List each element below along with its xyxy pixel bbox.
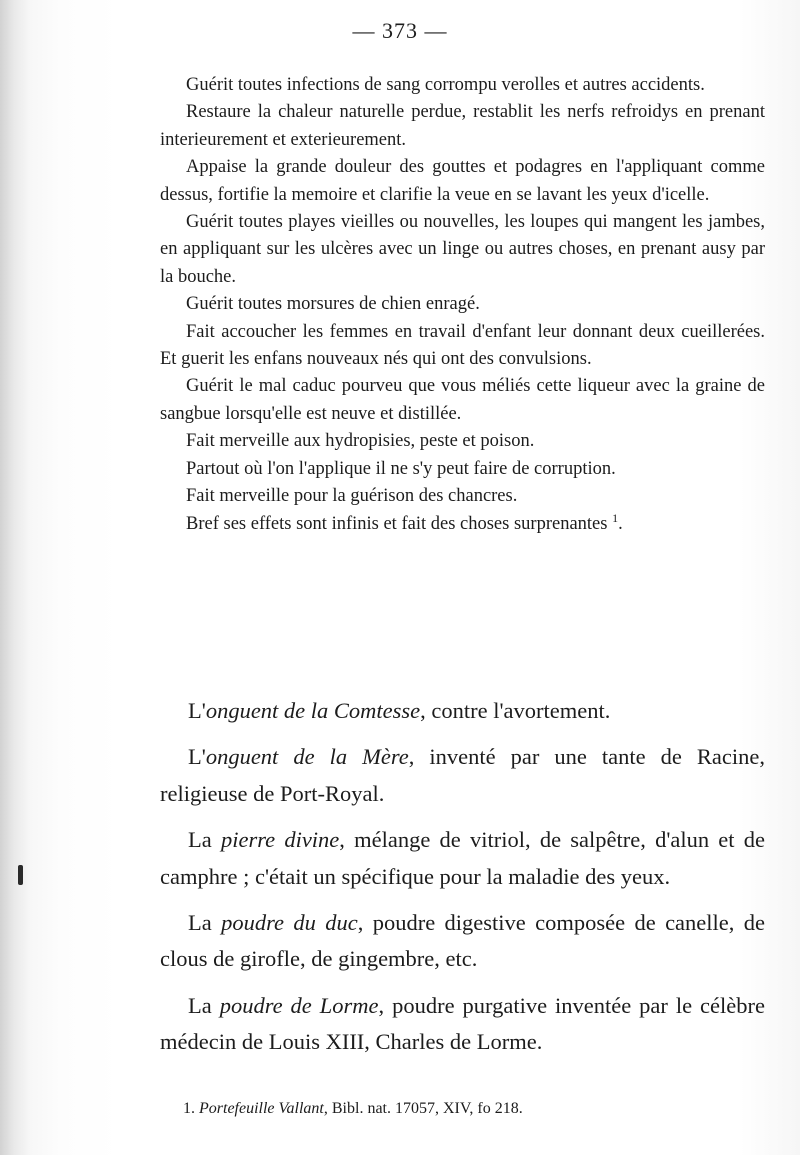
remedy-effects-list [160,72,765,538]
remedy-description: , mélange de vitriol, de salpêtre, d'alun et de camphre ; c'était un spécifique pour la maladie des yeux. [160,827,765,889]
effect-paragraph: Guérit toutes playes vieilles ou nouvelles, les loupes qui mangent les jambes, en appliquant sur les ulcères avec un linge ou autres choses, en prenant ausy par la bouche. [160,212,765,287]
footnote-reference: 1 [612,510,619,525]
footnote-number: 1. [183,1100,195,1117]
remedy-entry [160,739,765,812]
effect-paragraph: Fait accoucher les femmes en travail d'enfant leur donnant deux cueillerées. Et guerit les enfans nouveaux nés qui ont des convulsions. [160,321,765,370]
remedy-entry [160,822,765,895]
remedy-prefix: L' [188,698,206,723]
effect-paragraph: Guérit le mal caduc pourveu que vous méliés cette liqueur avec la graine de sangbue lorsqu'elle est neuve et distillée. [160,376,765,424]
effect-paragraph: Guérit toutes infections de sang corrompu verolles et autres accidents. [186,75,705,95]
remedy-prefix: La [188,827,221,853]
remedy-name: poudre de Lorme [219,992,379,1018]
remedy-description: , inventé par une tante de Racine, religieuse de Port-Royal. [160,744,765,806]
remedy-prefix: La [188,992,220,1018]
remedy-name: onguent de la Mère [205,744,409,770]
remedy-entry [160,905,765,978]
remedy-name: pierre divine [220,827,340,853]
remedy-description: , poudre digestive composée de canelle, de clous de girofle, de gingembre, etc. [160,910,765,972]
remedy-name: poudre du duc [221,910,358,936]
remedy-entry [160,693,765,729]
remedy-name: onguent de la Comtesse [205,698,421,723]
remedy-description: , poudre purgative inventée par le célèbre médecin de Louis XIII, Charles de Lorme. [160,992,765,1055]
effect-paragraph: Guérit toutes morsures de chien enragé. [186,294,480,315]
remedy-prefix: La [188,910,222,936]
remedy-description: , contre l'avortement. [420,698,611,723]
effect-paragraph-last: Bref ses effets sont infinis et fait des choses surprenantes $^1$. [186,510,623,534]
binding-mark [18,865,23,885]
footnote [183,1098,783,1120]
effect-paragraph: Partout où l'on l'applique il ne s'y peut faire de corruption. [186,458,616,479]
effect-paragraph: Appaise la grande douleur des gouttes et podagres en l'appliquant comme dessus, fortifie la memoire et clarifie la veue en se lavant les yeux d'icelle. [160,157,765,205]
remedy-entry [160,988,765,1061]
effect-paragraph: Restaure la chaleur naturelle perdue, restablit les nerfs refroidys en prenant interieurement et exterieurement. [160,102,765,150]
remedy-prefix: L' [188,744,206,770]
effect-text: Bref ses effets sont infinis et fait des choses surprenantes [186,513,608,534]
effect-paragraph: Fait merveille pour la guérison des chancres. [186,486,518,507]
page-number: — 373 — [352,18,448,43]
footnote-source-title: Portefeuille Vallant [199,1100,324,1117]
footnote-reference-text: , Bibl. nat. 17057, XIV, fo 218. [323,1100,523,1117]
effect-paragraph: Fait merveille aux hydropisies, peste et poison. [186,431,535,452]
remedies-list [160,693,765,1061]
